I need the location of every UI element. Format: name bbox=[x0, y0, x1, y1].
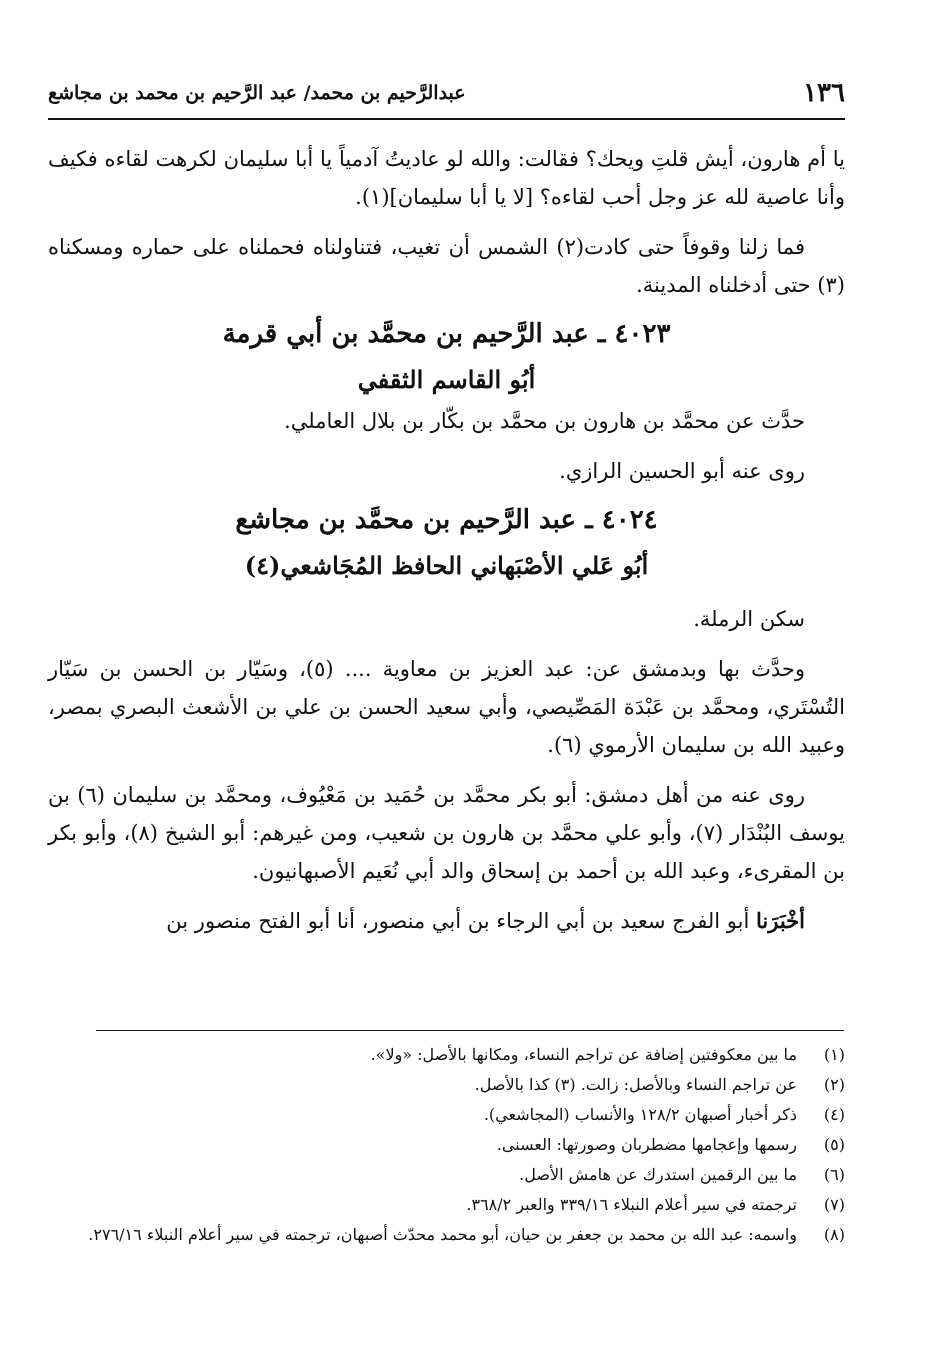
footnote-number: (٧) bbox=[823, 1195, 845, 1214]
footnote-1 bbox=[48, 1040, 845, 1070]
main-text bbox=[48, 140, 845, 940]
paragraph-8 bbox=[48, 902, 845, 940]
paragraph-5: سكن الرملة. bbox=[693, 607, 805, 631]
running-title: عبدالرَّحيم بن محمد/ عبد الرَّحيم بن محمد بن مجاشع bbox=[48, 82, 466, 104]
entry-4024-title: ٤٠٢٤ ـ عبد الرَّحيم بن محمَّد بن مجاشع bbox=[235, 505, 658, 535]
footnote-6 bbox=[48, 1160, 845, 1190]
entry-4023-title: ٤٠٢٣ ـ عبد الرَّحيم بن محمَّد بن أبي قرمة bbox=[222, 319, 671, 349]
footnote-number: (٥) bbox=[823, 1135, 845, 1154]
footnotes bbox=[48, 1040, 845, 1250]
footnote-text: عن تراجم النساء وبالأصل: زالت. (٣) كذا بالأصل. bbox=[474, 1075, 797, 1094]
footnote-text: ترجمته في سير أعلام النبلاء ٣٣٩/١٦ والعبر ٣٦٨/٢. bbox=[466, 1195, 797, 1214]
footnote-text: واسمه: عبد الله بن محمد بن جعفر بن حيان، أبو محمد محدّث أصبهان، ترجمته في سير أعلام النبلاء ٢٧٦/١٦. bbox=[88, 1225, 797, 1244]
page-header bbox=[48, 78, 845, 114]
footnote-rule bbox=[96, 1030, 844, 1031]
footnote-4 bbox=[48, 1100, 845, 1130]
footnote-number: (٢) bbox=[823, 1075, 845, 1094]
akhbarana-word: أخْبَرَنا bbox=[756, 908, 805, 933]
paragraph-1: يا أم هارون، أيش قلتِ ويحك؟ فقالت: والله لو عاديتُ آدمياً يا أبا سليمان لكرهت لقاءه فكيف وأنا عاصية لله عز وجل أحب لقاءه؟ [لا يا أبا سليمان](١). bbox=[48, 147, 845, 209]
footnote-2 bbox=[48, 1070, 845, 1100]
entry-4023-subtitle: أبُو القاسم الثقفي bbox=[357, 365, 536, 394]
footnote-text: رسمها وإعجامها مضطربان وصورتها: العسنى. bbox=[496, 1135, 797, 1154]
footnote-number: (١) bbox=[823, 1045, 845, 1064]
footnote-text: ذكر أخبار أصبهان ١٢٨/٢ والأنساب (المجاشعي). bbox=[483, 1105, 797, 1124]
paragraph-7: روى عنه من أهل دمشق: أبو بكر محمَّد بن حُمَيد بن مَعْيُوف، ومحمَّد بن سليمان (٦) بن يوسف البُنْدَار (٧)، وأبو علي محمَّد بن هارون بن شعيب، ومن غيرهم: أبو الشيخ (٨)، وأبو بكر بن المقرىء، وعبد الله بن أحمد بن إسحاق والد أبي نُعَيم الأصبهانيون. bbox=[48, 783, 845, 883]
paragraph-4: روى عنه أبو الحسين الرازي. bbox=[559, 459, 805, 483]
entry-4024-subtitle: أبُو عَلي الأصْبَهاني الحافظ المُجَاشعي(٤) bbox=[244, 551, 649, 580]
header-rule bbox=[48, 118, 845, 120]
footnote-8 bbox=[48, 1220, 845, 1250]
page-number: ١٣٦ bbox=[803, 78, 845, 108]
footnote-7 bbox=[48, 1190, 845, 1220]
paragraph-3: حدَّث عن محمَّد بن هارون بن محمَّد بن بكّار بن بلال العاملي. bbox=[284, 409, 805, 433]
paragraph-6: وحدَّث بها وبدمشق عن: عبد العزيز بن معاوية .... (٥)، وسَيّار بن الحسن بن سَيّار التُسْتَري، ومحمَّد بن عَبْدَة المَصِّيصي، وأبي سعيد الحسن بن علي بن الأشعث البصري بمصر، وعبيد الله بن سليمان الأرموي (٦). bbox=[48, 657, 845, 757]
footnote-number: (٤) bbox=[823, 1105, 845, 1124]
footnote-5 bbox=[48, 1130, 845, 1160]
footnote-text: ما بين معكوفتين إضافة عن تراجم النساء، ومكانها بالأصل: «ولا». bbox=[370, 1045, 797, 1064]
footnote-number: (٨) bbox=[823, 1225, 845, 1244]
paragraph-2: فما زلنا وقوفاً حتى كادت(٢) الشمس أن تغيب، فتناولناه فحملناه على حماره ومسكناه (٣) حتى أدخلناه المدينة. bbox=[48, 235, 845, 297]
paragraph-8-text: أبو الفرج سعيد بن أبي الرجاء بن أبي منصور، أنا أبو الفتح منصور بن bbox=[166, 909, 750, 933]
footnote-text: ما بين الرقمين استدرك عن هامش الأصل. bbox=[519, 1165, 797, 1184]
footnote-number: (٦) bbox=[823, 1165, 845, 1184]
